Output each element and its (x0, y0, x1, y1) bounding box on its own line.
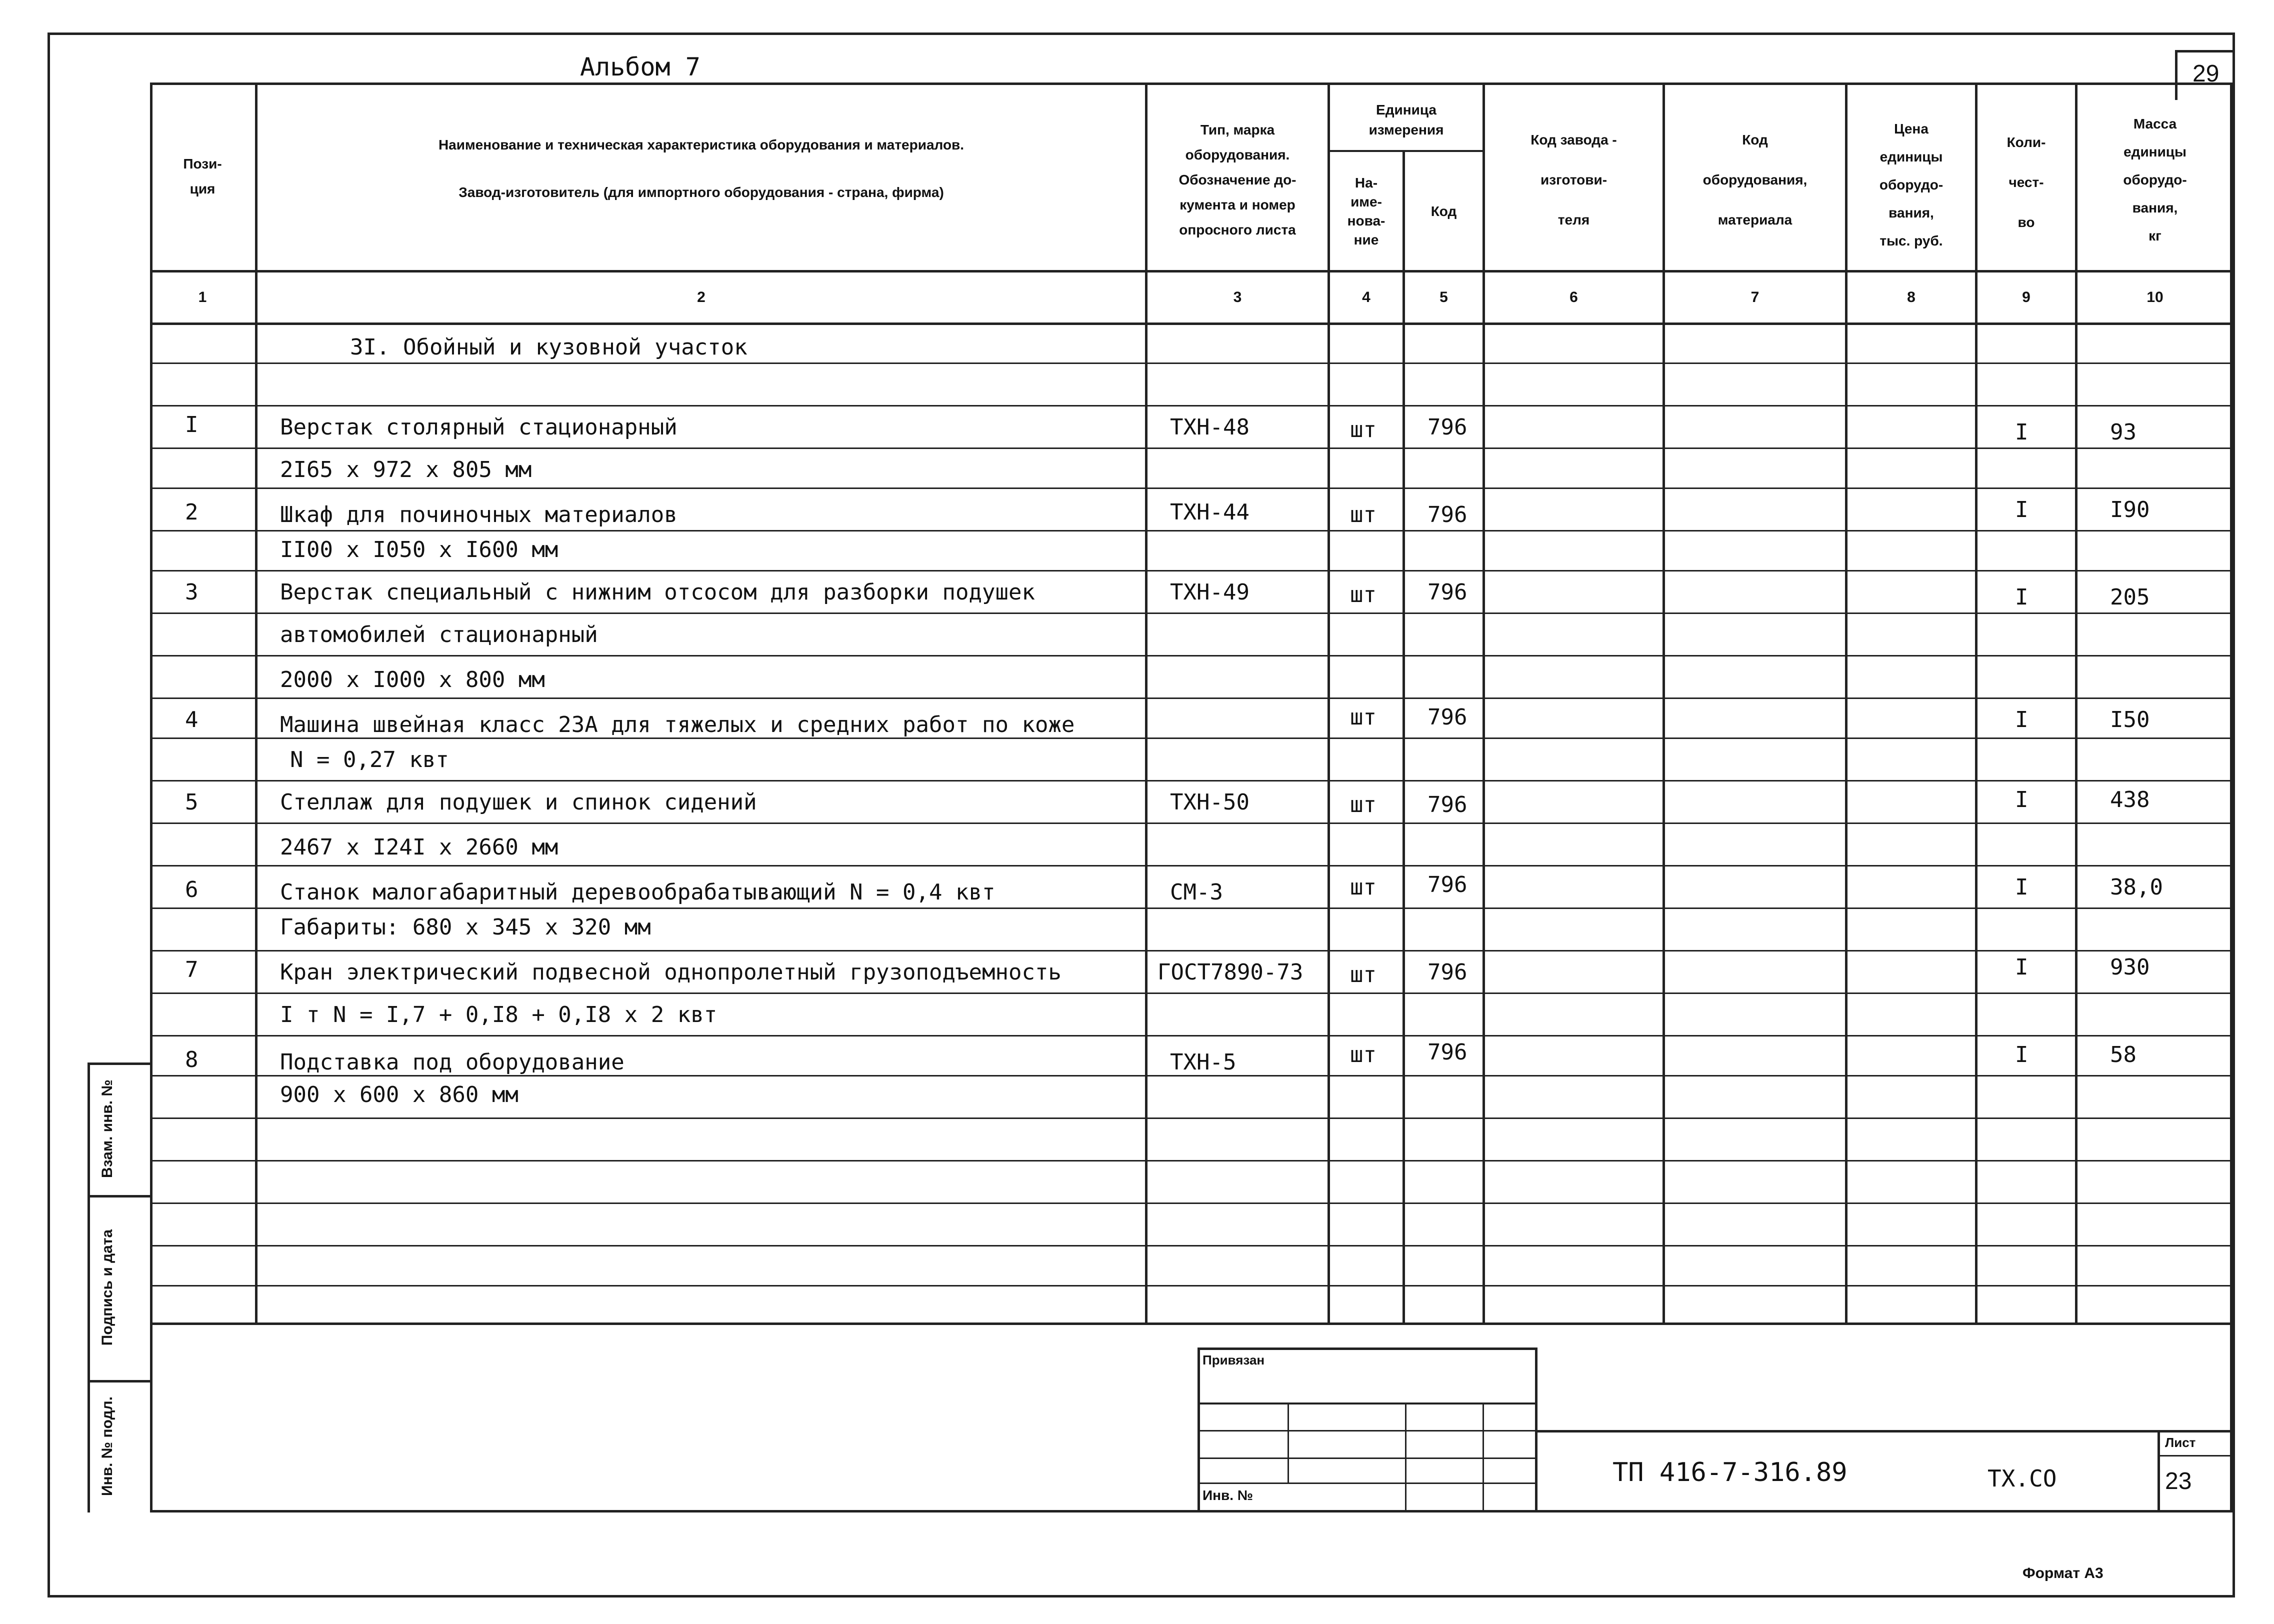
header-mass: Масса единицы оборудо- вания, кг (2123, 116, 2187, 244)
item-unit: шт (1350, 502, 1376, 528)
colnum-9: 9 (2022, 289, 2030, 306)
item-unit-code: 796 (1428, 872, 1468, 898)
item-mass: 930 (2110, 954, 2150, 980)
item-quantity: I (2015, 1042, 2028, 1068)
colnum-2: 2 (697, 289, 706, 306)
item-unit-code: 796 (1428, 502, 1468, 528)
item-name: Машина швейная класс 23А для тяжелых и средних работ по коже (280, 712, 1075, 738)
colnum-7: 7 (1750, 289, 1760, 306)
album-title: Альбом 7 (580, 52, 700, 82)
item-dimensions: 2I65 x 972 x 805 мм (280, 457, 532, 482)
item-dimensions: 2000 x I000 x 800 мм (280, 667, 545, 692)
item-quantity: I (2015, 954, 2028, 980)
item-quantity: I (2015, 707, 2028, 732)
item-type: СМ-3 (1170, 880, 1223, 905)
header-quantity: Коли- чест- во (2006, 134, 2046, 230)
colnum-5: 5 (1440, 289, 1448, 306)
header-type: Тип, марка оборудования. Обозначение до- кумента и номер опросного листа (1178, 122, 1296, 238)
colnum-8: 8 (1907, 289, 1916, 306)
item-type: ТХН-5 (1170, 1050, 1236, 1075)
item-dimensions: 2467 x I24I x 2660 мм (280, 834, 558, 860)
colnum-10: 10 (2146, 289, 2164, 306)
stamp-replacement-inv: Взам. инв. № (99, 1080, 116, 1178)
item-type: ТХН-49 (1170, 580, 1250, 605)
header-factory-code: Код завода - изготови- теля (1530, 132, 1617, 228)
header-price: Цена единицы оборудо- вания, тыс. руб. (1879, 121, 1944, 248)
item-name: Стеллаж для подушек и спинок сидений (280, 790, 757, 815)
sheet-label: Лист (2165, 1435, 2196, 1450)
stamp-privyazan: Привязан (1202, 1352, 1265, 1368)
item-description: автомобилей стационарный (280, 622, 598, 648)
item-quantity: I (2015, 420, 2028, 445)
item-name: Верстак специальный с нижним отсосом для разборки подушек (280, 580, 1035, 605)
item-unit-code: 796 (1428, 414, 1468, 440)
item-type: ГОСТ7890-73 (1158, 960, 1304, 985)
item-unit-code: 796 (1428, 960, 1468, 985)
item-position: 2 (185, 500, 198, 525)
header-name-line1: Наименование и техническая характеристика оборудования и материалов. (438, 137, 964, 152)
item-dimensions: Габариты: 680 x 345 x 320 мм (280, 914, 651, 940)
item-quantity: I (2015, 584, 2028, 610)
item-mass: 58 (2110, 1042, 2136, 1068)
colnum-3: 3 (1233, 289, 1242, 306)
item-type: ТХН-44 (1170, 500, 1250, 525)
item-name: Подставка под оборудование (280, 1050, 624, 1075)
item-mass: 205 (2110, 584, 2150, 610)
item-unit: шт (1350, 792, 1376, 818)
item-position: 6 (185, 877, 198, 902)
header-unit-group: Единица измерения (1368, 102, 1444, 138)
document-code: ТП 416-7-316.89 (1612, 1458, 1848, 1488)
item-mass: I50 (2110, 707, 2150, 732)
header-name-line2: Завод-изготовитель (для импортного оборудования - страна, фирма) (458, 184, 944, 200)
item-unit: шт (1350, 582, 1376, 608)
item-mass: I90 (2110, 497, 2150, 522)
item-unit-code: 796 (1428, 704, 1468, 730)
colnum-1: 1 (198, 289, 207, 306)
item-unit-code: 796 (1428, 1040, 1468, 1065)
item-position: 4 (185, 707, 198, 732)
item-name: Кран электрический подвесной однопролетный грузоподъемность (280, 960, 1062, 985)
item-quantity: I (2015, 497, 2028, 522)
item-unit: шт (1350, 704, 1376, 730)
sheet-number: 23 (2165, 1468, 2192, 1494)
item-name: Станок малогабаритный деревообрабатывающий N = 0,4 квт (280, 880, 996, 905)
section-title: 3I. Обойный и кузовной участок (350, 334, 748, 360)
stamp-inv-no: Инв. № (1202, 1488, 1254, 1503)
corner-page-number: 29 (2192, 60, 2220, 87)
header-unit-name: На- име- нова- ние (1347, 174, 1386, 248)
header-equipment-code: Код оборудования, материала (1702, 132, 1808, 228)
item-mass: 38,0 (2110, 874, 2163, 900)
header-position: Пози- ция (183, 156, 222, 196)
item-unit: шт (1350, 962, 1376, 988)
stamp-original-inv: Инв. № подл. (99, 1396, 116, 1496)
item-mass: 93 (2110, 420, 2136, 445)
item-type: ТХН-48 (1170, 414, 1250, 440)
item-dimensions: II00 x I050 x I600 мм (280, 537, 558, 562)
item-quantity: I (2015, 874, 2028, 900)
item-position: I (185, 412, 198, 438)
item-unit-code: 796 (1428, 792, 1468, 818)
item-unit: шт (1350, 417, 1376, 442)
stamp-signature-date: Подпись и дата (99, 1229, 116, 1346)
item-name: Верстак столярный стационарный (280, 414, 678, 440)
format-label: Формат А3 (2022, 1565, 2104, 1582)
item-quantity: I (2015, 787, 2028, 812)
item-power: N = 0,27 квт (290, 747, 449, 772)
item-position: 3 (185, 580, 198, 605)
item-name: Шкаф для починочных материалов (280, 502, 678, 528)
item-position: 8 (185, 1047, 198, 1072)
item-dimensions: 900 x 600 x 860 мм (280, 1082, 518, 1108)
item-unit: шт (1350, 1042, 1376, 1068)
item-unit: шт (1350, 874, 1376, 900)
colnum-4: 4 (1362, 289, 1370, 306)
header-unit-code: Код (1430, 203, 1457, 219)
item-position: 7 (185, 957, 198, 982)
document-suffix: ТХ.СО (1988, 1465, 2057, 1492)
item-mass: 438 (2110, 787, 2150, 812)
item-capacity-power: I т N = I,7 + 0,I8 + 0,I8 x 2 квт (280, 1002, 718, 1028)
item-type: ТХН-50 (1170, 790, 1250, 815)
colnum-6: 6 (1570, 289, 1578, 306)
item-position: 5 (185, 790, 198, 815)
item-unit-code: 796 (1428, 580, 1468, 605)
